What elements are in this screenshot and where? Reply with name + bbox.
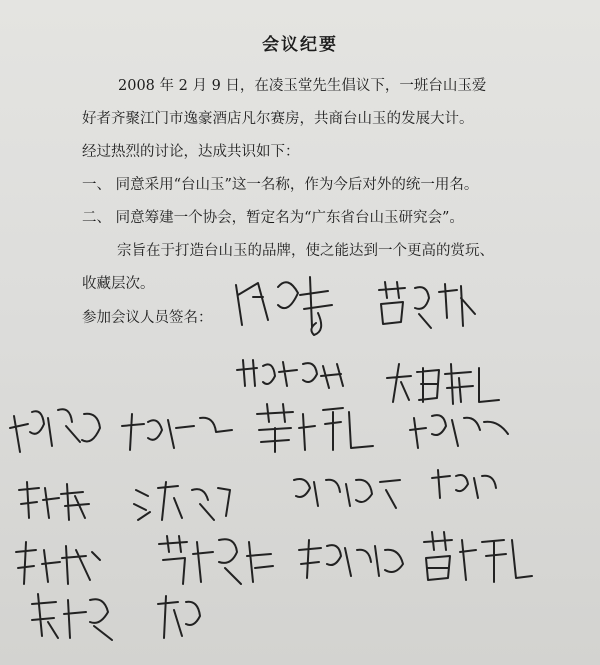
- resolution-item-1: 一、 同意采用“台山玉”这一名称，作为今后对外的统一用名。: [82, 177, 479, 193]
- paragraph-line-2: 好者齐聚江门市逸豪酒店凡尔赛房，共商台山玉的发展大计。: [82, 111, 474, 127]
- handwritten-signature-12: [428, 468, 503, 503]
- handwritten-signature-2: [375, 278, 485, 338]
- handwritten-signature-15: [295, 538, 415, 583]
- signature-label: 参加会议人员签名：: [82, 310, 213, 326]
- document-title: 会议纪要: [262, 35, 338, 55]
- handwritten-signature-13: [12, 540, 107, 590]
- paragraph-line-3: 经过热烈的讨论，达成共识如下：: [82, 144, 300, 160]
- handwritten-signature-3: [233, 356, 358, 396]
- handwritten-signature-4: [383, 358, 503, 408]
- paragraph-line-1: 2008 年 2 月 9 日，在凌玉堂先生倡议下，一班台山玉爱: [118, 78, 487, 94]
- handwritten-signature-7: [253, 402, 378, 457]
- paragraph-line-7: 收藏层次。: [82, 276, 155, 292]
- handwritten-signature-5: [8, 402, 113, 457]
- handwritten-signature-11: [290, 470, 410, 515]
- resolution-item-2: 二、 同意筹建一个协会，暂定名为“广东省台山玉研究会”。: [82, 210, 464, 226]
- handwritten-signature-8: [408, 408, 518, 453]
- paragraph-line-6: 宗旨在于打造台山玉的品牌，使之能达到一个更高的赏玩、: [117, 243, 494, 259]
- handwritten-signature-10: [130, 480, 245, 525]
- handwritten-signature-9: [15, 478, 105, 523]
- handwritten-signature-17: [28, 592, 208, 647]
- handwritten-signature-16: [420, 530, 535, 590]
- handwritten-signature-6: [118, 410, 238, 455]
- handwritten-signature-1: [228, 265, 368, 340]
- handwritten-signature-14: [155, 532, 280, 592]
